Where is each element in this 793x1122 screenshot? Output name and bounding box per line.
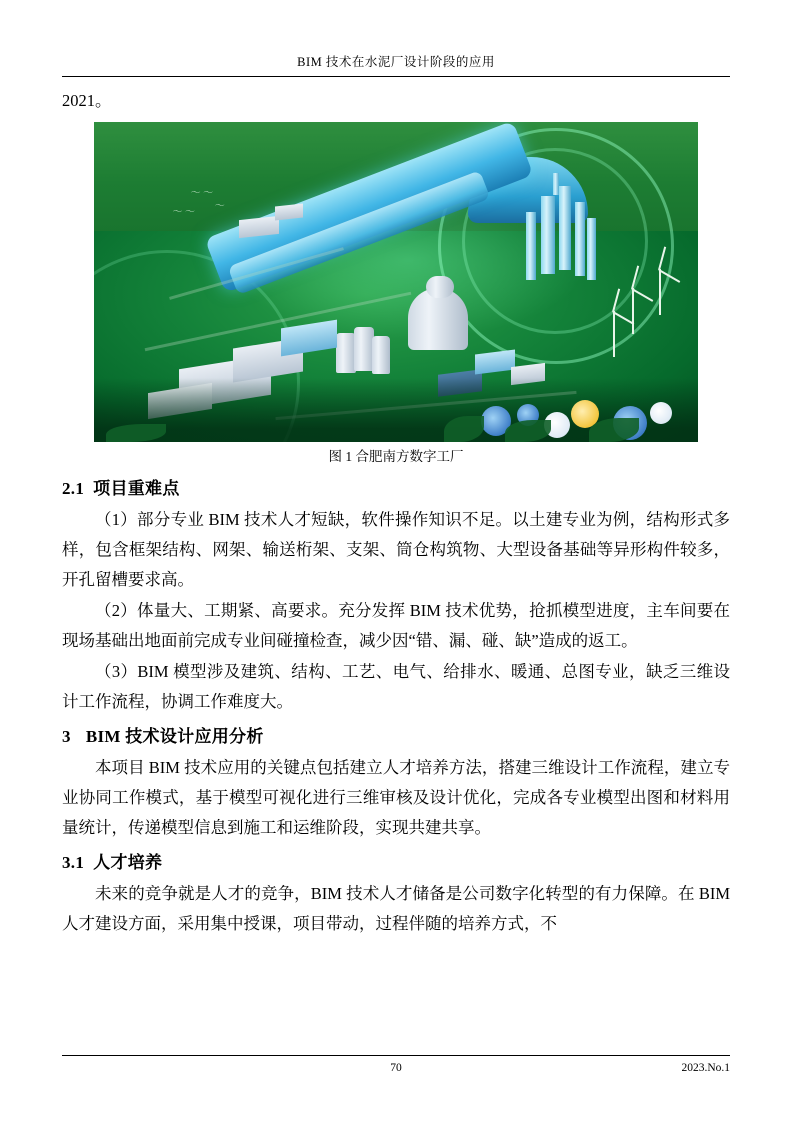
section-number: 3 xyxy=(62,727,71,746)
paragraph: （3）BIM 模型涉及建筑、结构、工艺、电气、给排水、暖通、总图专业，缺乏三维设计工作流程，协调工作难度大。 xyxy=(62,662,730,711)
section-heading-3-1 xyxy=(62,847,730,878)
figure-caption: 图 1 合肥南方数字工厂 xyxy=(328,449,464,464)
section-heading-2-1 xyxy=(62,473,730,504)
section-title: BIM 技术设计应用分析 xyxy=(85,727,264,746)
paragraph: （2）体量大、工期紧、高要求。充分发挥 BIM 技术优势，抢抓模型进度，主车间要在现场基础出地面前完成专业间碰撞检查，减少因“错、漏、碰、缺”造成的返工。 xyxy=(62,601,730,650)
paragraph: 未来的竞争就是人才的竞争，BIM 技术人才储备是公司数字化转型的有力保障。在 BIM 人才建设方面，采用集中授课，项目带动，过程伴随的培养方式，不 xyxy=(62,884,730,933)
section-title: 项目重难点 xyxy=(93,479,180,498)
paragraph: （1）部分专业 BIM 技术人才短缺，软件操作知识不足。以土建专业为例，结构形式多样，包含框架结构、网架、输送桁架、支架、筒仓构筑物、大型设备基础等异形构件较多，开孔留槽要求高。 xyxy=(62,510,730,589)
figure-image-digital-factory: 〜 〜 〜 〜 〜 xyxy=(94,122,698,442)
header-divider xyxy=(62,76,730,77)
footer-page-number: 70 xyxy=(390,1062,402,1074)
footer-issue: 2023.No.1 xyxy=(681,1062,730,1074)
section-number: 2.1 xyxy=(62,479,85,498)
page-content xyxy=(62,86,730,939)
figure-block xyxy=(62,122,730,469)
section-heading-3 xyxy=(62,721,730,752)
running-header: BIM 技术在水泥厂设计阶段的应用 xyxy=(297,55,495,69)
section-number: 3.1 xyxy=(62,853,85,872)
lead-text: 2021。 xyxy=(62,91,112,110)
footer-divider xyxy=(62,1055,730,1056)
paragraph: 本项目 BIM 技术应用的关键点包括建立人才培养方法，搭建三维设计工作流程，建立专业协同工作模式，基于模型可视化进行三维审核及设计优化，完成各专业模型出图和材料用量统计，传递模型信息到施工和运维阶段，实现共建共享。 xyxy=(62,758,730,837)
section-title: 人才培养 xyxy=(93,853,163,872)
